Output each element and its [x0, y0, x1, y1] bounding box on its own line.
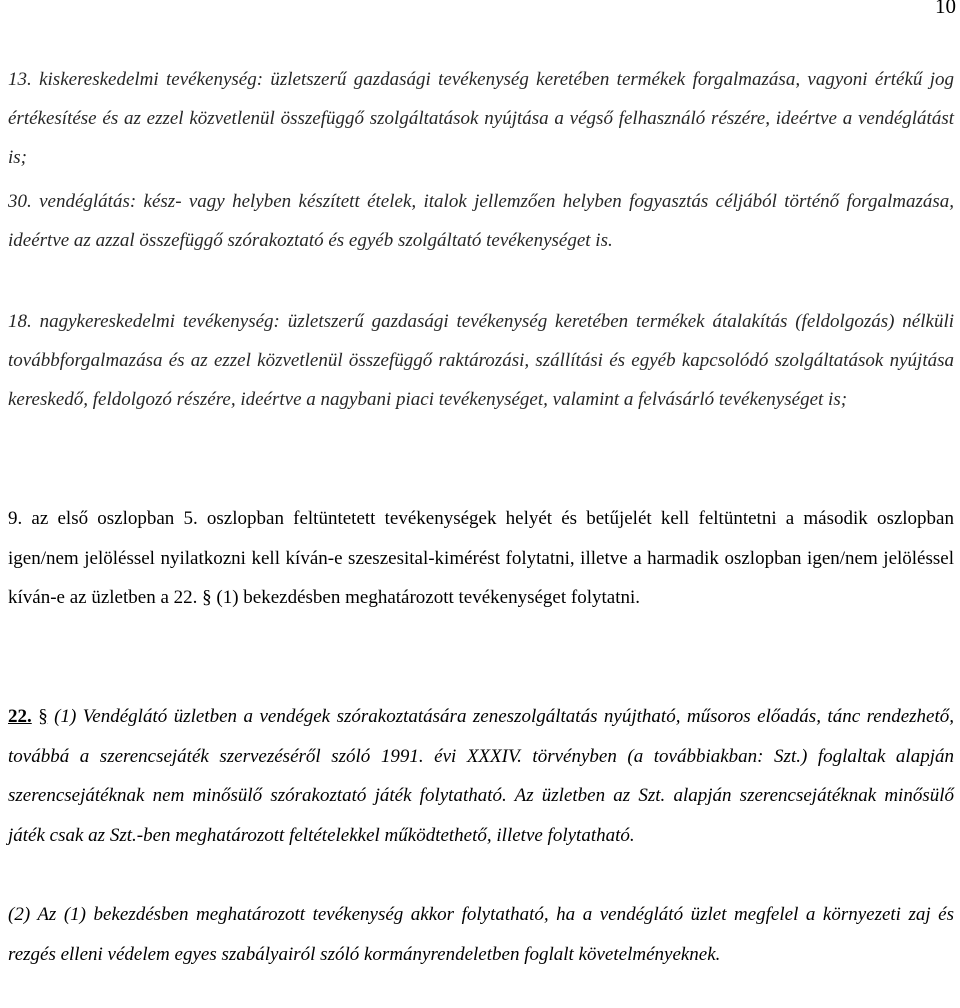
paragraph-9-lead: 9. az első oszlopban 5. oszlopban feltüntetett tevékenységek helyét és betűjelét kell feltüntetni a második oszlopban igen/nem jelöléssel nyilatkozni kell kíván-e szeszesital-kimérést folytatni, illetve a harmadik oszlopban igen/nem jelöléssel kíván-e az üzletben a 22.: [8, 508, 954, 608]
section-22-paragraph-2: (2) Az (1) bekezdésben meghatározott tevékenység akkor folytatható, ha a vendéglátó üzlet megfelel a környezeti zaj és rezgés elleni védelem egyes szabályairól szóló kormányrendeletben foglalt követelményeknek.: [8, 904, 954, 965]
section-22-paragraph-1-text: (1) Vendéglátó üzletben a vendégek szórakoztatására zeneszolgáltatás nyújtható, műsoros előadás, tánc rendezhető, továbbá a szerencsejáték szervezéséről szóló 1991. évi XXXIV. törvényben (a továbbiakban: Szt.) foglaltak alapján szerencsejátéknak nem minősülő szórakoztató játék folytatható. Az üzletben az Szt. alapján szerencsejátéknak minősülő játék csak az Szt.-ben meghatározott feltételekkel működtethető, illetve folytatható.: [8, 706, 955, 846]
paragraph-9-tail: (1) bekezdésben meghatározott tevékenységet folytatni.: [211, 587, 641, 608]
section-22-paragraph-1: [8, 697, 954, 855]
paragraph-9: [8, 499, 954, 618]
section-sign: §: [38, 706, 48, 727]
section-22-number: 22.: [8, 706, 32, 727]
definition-30: 30. vendéglátás: kész- vagy helyben készített ételek, italok jellemzően helyben fogyasztás céljából történő forgalmazása, ideértve az azzal összefüggő szórakoztató és egyéb szolgáltató tevékenységet is.: [8, 191, 954, 251]
section-sign: §: [202, 587, 212, 608]
definition-18: 18. nagykereskedelmi tevékenység: üzletszerű gazdasági tevékenység keretében termékek átalakítás (feldolgozás) nélküli továbbforgalmazása és az ezzel közvetlenül összefüggő raktározási, szállítási és egyéb kapcsolódó szolgáltatások nyújtása kereskedő, feldolgozó részére, ideértve a nagybani piaci tevékenységet, valamint a felvásárló tevékenységet is;: [8, 311, 954, 410]
definition-13: 13. kiskereskedelmi tevékenység: üzletszerű gazdasági tevékenység keretében termékek forgalmazása, vagyoni értékű jog értékesítése és az ezzel közvetlenül összefüggő szolgáltatások nyújtása a végső felhasználó részére, ideértve a vendéglátást is;: [8, 69, 954, 168]
page-number: 10: [935, 0, 956, 18]
